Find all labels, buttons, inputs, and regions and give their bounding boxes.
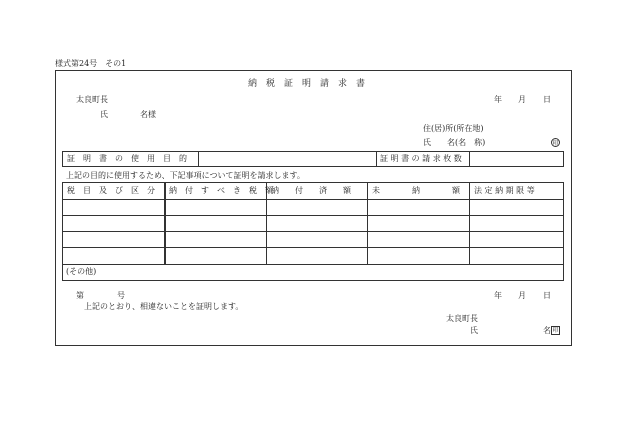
table-row-rule <box>62 215 564 216</box>
form-number: 様式第24号 その1 <box>55 59 127 68</box>
table-col-divider <box>469 182 470 264</box>
table-header-rule <box>62 199 564 200</box>
request-sentence: 上記の目的に使用するため、下記事項について証明を請求します。 <box>66 171 305 180</box>
addressee-name-label: 氏 <box>100 110 108 119</box>
header-amount-due: 納 付 す べ き 税 額 <box>169 186 273 195</box>
header-amount-unpaid: 未 納 額 <box>372 186 460 195</box>
certificate-date-day: 日 <box>543 291 551 300</box>
applicant-name-label: 氏 名(名 称) <box>423 138 486 147</box>
certificate-number-suffix: 号 <box>117 291 125 300</box>
table-row-rule <box>62 264 564 265</box>
addressee-sama-label: 名様 <box>140 110 156 119</box>
certificate-seal: 印 <box>552 327 559 334</box>
table-col-divider <box>367 182 368 264</box>
table-col-divider <box>164 182 166 264</box>
certificate-name-suffix: 名 <box>543 326 551 335</box>
header-due-date: 法 定 納 期 限 等 <box>474 186 535 195</box>
header-tax-category: 税 目 及 び 区 分 <box>67 186 155 195</box>
certificate-date-month: 月 <box>518 291 526 300</box>
copies-value-field[interactable] <box>471 152 563 166</box>
certificate-issuer: 太良町長 <box>446 314 478 323</box>
document-title: 納 税 証 明 請 求 書 <box>248 79 366 89</box>
certificate-issuer-name-label: 氏 <box>470 326 478 335</box>
certificate-date-year: 年 <box>494 291 502 300</box>
other-label: (その他) <box>66 267 97 276</box>
addressee-town-head: 太良町長 <box>76 95 108 104</box>
date-day-label: 日 <box>543 95 551 104</box>
applicant-address-label: 住(居)所(所在地) <box>423 124 484 133</box>
date-month-label: 月 <box>518 95 526 104</box>
date-year-label: 年 <box>494 95 502 104</box>
applicant-seal: 印 <box>552 140 559 147</box>
certificate-statement: 上記のとおり、相違ないことを証明します。 <box>84 302 244 311</box>
table-row-rule <box>62 247 564 248</box>
copies-divider-right <box>469 151 470 167</box>
certificate-number-prefix: 第 <box>76 291 84 300</box>
copies-label: 証 明 書 の 請 求 枚 数 <box>380 154 462 163</box>
purpose-value-field[interactable] <box>200 152 374 166</box>
purpose-label: 証 明 書 の 使 用 目 的 <box>67 154 187 163</box>
header-amount-paid: 納 付 済 額 <box>271 186 351 195</box>
copies-divider-left <box>376 151 377 167</box>
table-row-rule <box>62 231 564 232</box>
purpose-divider <box>198 151 199 167</box>
